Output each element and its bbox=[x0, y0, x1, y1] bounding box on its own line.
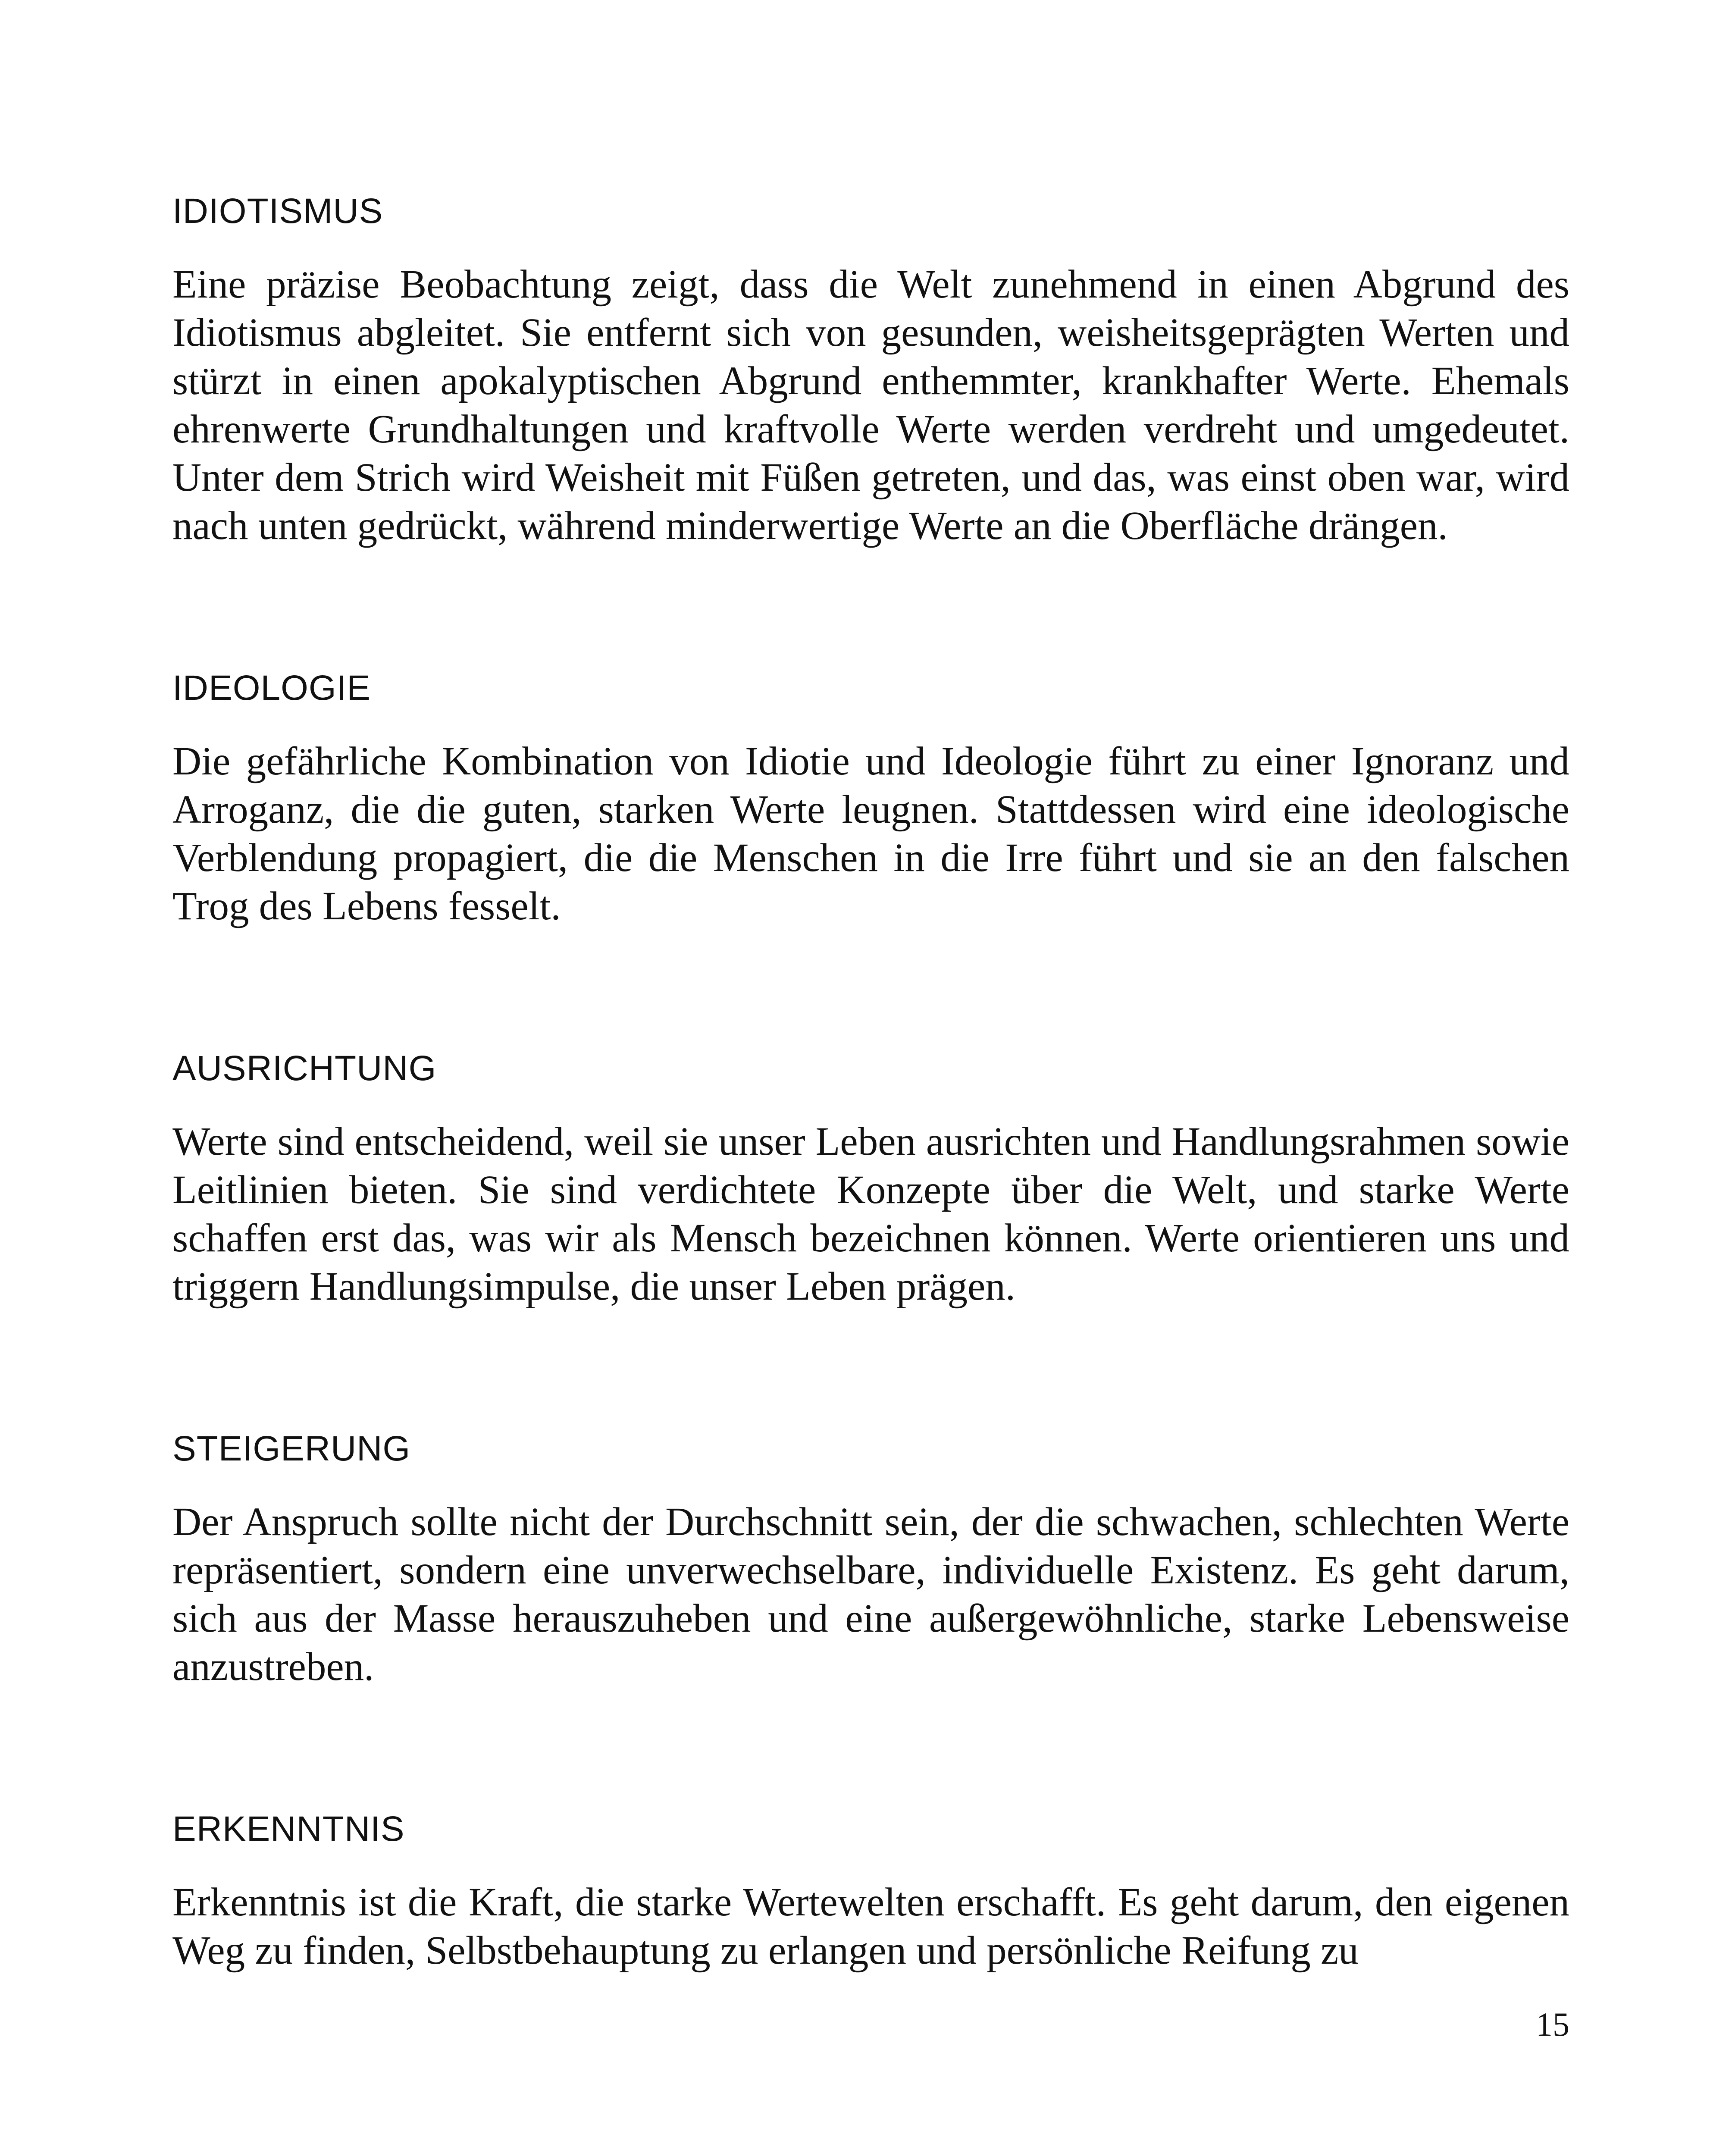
section-paragraph: Eine präzise Beobachtung zeigt, dass die Welt zunehmend in einen Abgrund des Idiotismus abgleitet. Sie entfernt sich von gesunden, weisheitsgeprägten Werten und stürzt in einen apokalyptischen Abgrund enthemmter, krankhafter Werte. Ehemals ehrenwerte Grundhaltungen und kraftvolle Werte werden verdreht und umgedeutet. Unter dem Strich wird Weisheit mit Füßen getreten, und das, was einst oben war, wird nach unten gedrückt, während minderwertige Werte an die Oberfläche drängen. bbox=[172, 262, 1569, 548]
section-steigerung bbox=[172, 1427, 1569, 1691]
section-ideologie bbox=[172, 667, 1569, 931]
page-number: 15 bbox=[1536, 2006, 1569, 2043]
page-content bbox=[172, 190, 1569, 1975]
section-paragraph: Werte sind entscheidend, weil sie unser Leben ausrichten und Handlungsrahmen sowie Leitlinien bieten. Sie sind verdichtete Konzepte über die Welt, und starke Werte schaffen erst das, was wir als Mensch bezeichnen können. Werte orientieren uns und triggern Handlungsimpulse, die unser Leben prägen. bbox=[172, 1119, 1569, 1309]
section-heading: IDEOLOGIE bbox=[172, 668, 371, 708]
section-idiotismus bbox=[172, 190, 1569, 550]
section-heading: IDIOTISMUS bbox=[172, 191, 383, 231]
section-ausrichtung bbox=[172, 1047, 1569, 1311]
section-heading: AUSRICHTUNG bbox=[172, 1049, 437, 1088]
section-erkenntnis bbox=[172, 1808, 1569, 1975]
section-paragraph: Die gefährliche Kombination von Idiotie und Ideologie führt zu einer Ignoranz und Arroganz, die die guten, starken Werte leugnen. Stattdessen wird eine ideologische Verblendung propagiert, die die Menschen in die Irre führt und sie an den falschen Trog des Lebens fesselt. bbox=[172, 739, 1569, 928]
section-heading: STEIGERUNG bbox=[172, 1429, 411, 1468]
section-heading: ERKENNTNIS bbox=[172, 1809, 405, 1849]
section-paragraph: Erkenntnis ist die Kraft, die starke Wertewelten erschafft. Es geht darum, den eigenen Weg zu finden, Selbstbehauptung zu erlangen und persönliche Reifung zu bbox=[172, 1880, 1569, 1973]
section-paragraph: Der Anspruch sollte nicht der Durchschnitt sein, der die schwachen, schlechten Werte repräsentiert, sondern eine unverwechselbare, individuelle Existenz. Es geht darum, sich aus der Masse herauszuheben und eine außergewöhnliche, starke Lebensweise anzustreben. bbox=[172, 1500, 1569, 1689]
